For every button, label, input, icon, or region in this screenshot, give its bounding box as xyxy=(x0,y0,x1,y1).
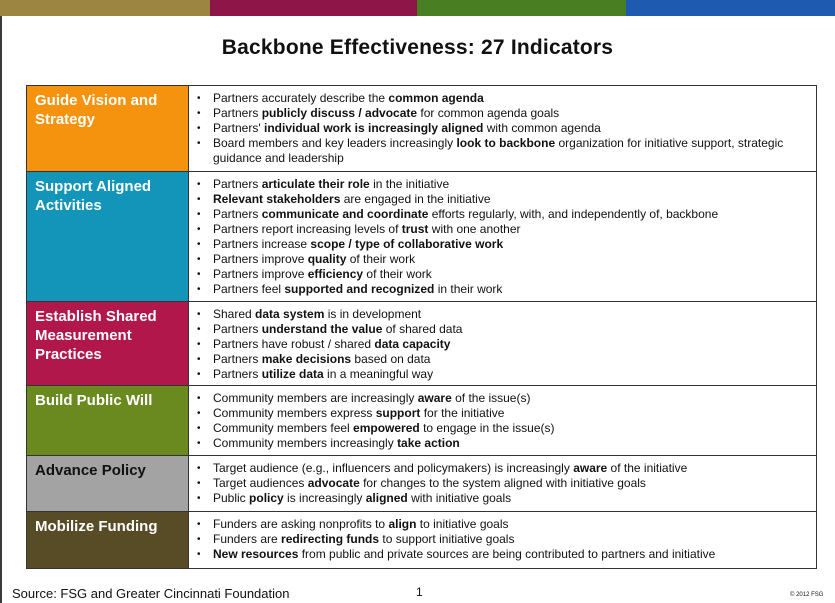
indicator-item xyxy=(213,517,810,532)
table-row xyxy=(27,456,816,512)
indicator-emphasis: empowered xyxy=(353,421,420,435)
indicator-text: is in development xyxy=(324,307,422,321)
indicator-emphasis: common agenda xyxy=(388,91,484,105)
table-row xyxy=(27,86,816,172)
indicator-text: Target audiences xyxy=(213,476,308,490)
indicator-text: is increasingly xyxy=(283,491,366,505)
indicator-text: Partners have robust / shared xyxy=(213,337,375,351)
indicator-emphasis: quality xyxy=(307,252,347,266)
header-color-segment xyxy=(626,0,835,16)
indicator-text: Community members are increasingly xyxy=(213,391,418,405)
table-row xyxy=(27,512,816,568)
table-row xyxy=(27,302,816,386)
indicator-text: with common agenda xyxy=(483,121,601,135)
header-color-segment xyxy=(210,0,417,16)
table-row xyxy=(27,172,816,302)
source-note: Source: FSG and Greater Cincinnati Foundation xyxy=(12,586,290,601)
indicator-emphasis: publicly discuss / advocate xyxy=(261,106,418,120)
indicator-text: from public and private sources are being contributed to partners and initiative xyxy=(298,547,716,561)
indicator-item xyxy=(213,406,810,421)
indicator-text: to initiative goals xyxy=(416,517,509,531)
indicator-text: for the initiative xyxy=(420,406,505,420)
indicator-emphasis: trust xyxy=(401,222,429,236)
indicator-item xyxy=(213,352,810,367)
indicator-item xyxy=(213,192,810,207)
indicator-emphasis: aware xyxy=(573,461,608,475)
row-category: Guide Vision and Strategy xyxy=(27,86,189,171)
indicator-text: Shared xyxy=(213,307,256,321)
indicator-text: Funders are asking nonprofits to xyxy=(213,517,389,531)
indicator-list xyxy=(189,512,816,568)
indicator-text: Partners report increasing levels of xyxy=(213,222,402,236)
indicator-text: based on data xyxy=(351,352,431,366)
indicator-text: Funders are xyxy=(213,532,282,546)
indicator-text: Board members and key leaders increasingly xyxy=(213,136,457,150)
indicator-text: are engaged in the initiative xyxy=(340,192,491,206)
indicator-text: Community members express xyxy=(213,406,376,420)
indicator-list xyxy=(189,172,816,301)
indicator-text: Partners xyxy=(213,322,262,336)
indicator-emphasis: Relevant stakeholders xyxy=(213,192,341,206)
indicator-item xyxy=(213,237,810,252)
indicator-text: in the initiative xyxy=(369,177,450,191)
table-row xyxy=(27,386,816,456)
row-category: Build Public Will xyxy=(27,386,189,455)
indicator-text: Community members increasingly xyxy=(213,436,398,450)
indicator-text: Partners xyxy=(213,352,262,366)
indicator-item xyxy=(213,436,810,451)
indicator-text: with one another xyxy=(428,222,521,236)
indicator-text: of the issue(s) xyxy=(451,391,531,405)
page-number: 1 xyxy=(416,585,423,599)
indicator-text: of their work xyxy=(346,252,416,266)
indicator-emphasis: aligned xyxy=(365,491,408,505)
indicator-emphasis: advocate xyxy=(307,476,360,490)
indicator-item xyxy=(213,547,810,562)
indicator-emphasis: supported and recognized xyxy=(284,282,435,296)
row-category: Support Aligned Activities xyxy=(27,172,189,301)
indicator-text: organization for initiative support, strategic guidance and leadership xyxy=(213,136,784,165)
indicator-text: Partners xyxy=(213,367,262,381)
indicator-text: Public xyxy=(213,491,250,505)
indicator-item xyxy=(213,391,810,406)
indicator-emphasis: look to backbone xyxy=(456,136,556,150)
indicator-emphasis: articulate their role xyxy=(261,177,370,191)
indicator-emphasis: efficiency xyxy=(307,267,364,281)
indicator-item xyxy=(213,177,810,192)
indicator-list xyxy=(189,302,816,385)
indicator-emphasis: data capacity xyxy=(374,337,451,351)
indicator-text: in their work xyxy=(434,282,503,296)
indicator-item xyxy=(213,461,810,476)
indicator-emphasis: redirecting funds xyxy=(281,532,380,546)
row-category: Establish Shared Measurement Practices xyxy=(27,302,189,385)
header-color-segment xyxy=(417,0,626,16)
indicator-emphasis: data system xyxy=(255,307,325,321)
indicator-item xyxy=(213,91,810,106)
indicator-text: Partners xyxy=(213,106,262,120)
indicator-text: efforts regularly, with, and independently of, backbone xyxy=(428,207,719,221)
indicator-text: Partners improve xyxy=(213,267,308,281)
indicators-table xyxy=(26,85,817,569)
indicator-item xyxy=(213,367,810,382)
indicator-text: Partners' xyxy=(213,121,264,135)
indicator-emphasis: align xyxy=(388,517,417,531)
indicator-text: Community members feel xyxy=(213,421,354,435)
indicator-text: Partners increase xyxy=(213,237,311,251)
indicator-emphasis: scope / type of collaborative work xyxy=(310,237,504,251)
indicator-item xyxy=(213,282,810,297)
indicator-list xyxy=(189,86,816,171)
indicator-text: Partners accurately describe the xyxy=(213,91,389,105)
copyright-note: © 2012 FSG xyxy=(790,592,824,598)
indicator-text: of shared data xyxy=(382,322,463,336)
indicator-item xyxy=(213,337,810,352)
indicator-text: for changes to the system aligned with initiative goals xyxy=(359,476,646,490)
indicator-text: of the initiative xyxy=(607,461,688,475)
indicator-text: to support initiative goals xyxy=(379,532,515,546)
indicator-emphasis: support xyxy=(375,406,421,420)
indicator-emphasis: policy xyxy=(249,491,284,505)
header-color-segment xyxy=(0,0,210,16)
indicator-item xyxy=(213,421,810,436)
indicator-emphasis: aware xyxy=(417,391,452,405)
indicator-emphasis: take action xyxy=(397,436,460,450)
indicator-text: Partners xyxy=(213,207,262,221)
indicator-item xyxy=(213,121,810,136)
indicator-text: for common agenda goals xyxy=(417,106,560,120)
indicator-item xyxy=(213,476,810,491)
page-title: Backbone Effectiveness: 27 Indicators xyxy=(221,36,614,59)
indicator-text: Partners feel xyxy=(213,282,285,296)
header-color-bar xyxy=(0,0,835,16)
indicator-list xyxy=(189,386,816,455)
indicator-item xyxy=(213,307,810,322)
row-category: Advance Policy xyxy=(27,456,189,511)
row-category: Mobilize Funding xyxy=(27,512,189,568)
indicator-item xyxy=(213,252,810,267)
indicator-item xyxy=(213,267,810,282)
indicator-text: Partners xyxy=(213,177,262,191)
indicator-text: Partners improve xyxy=(213,252,308,266)
indicator-text: Target audience (e.g., influencers and policymakers) is increasingly xyxy=(213,461,574,475)
indicator-emphasis: New resources xyxy=(213,547,299,561)
indicator-emphasis: communicate and coordinate xyxy=(261,207,429,221)
indicator-emphasis: make decisions xyxy=(261,352,352,366)
indicator-text: to engage in the issue(s) xyxy=(419,421,555,435)
indicator-text: with initiative goals xyxy=(407,491,512,505)
indicator-item xyxy=(213,222,810,237)
indicator-item xyxy=(213,136,810,166)
indicator-emphasis: utilize data xyxy=(261,367,324,381)
indicator-emphasis: individual work is increasingly aligned xyxy=(263,121,484,135)
indicator-list xyxy=(189,456,816,511)
indicator-text: in a meaningful way xyxy=(323,367,434,381)
left-border-line xyxy=(0,16,2,603)
indicator-emphasis: understand the value xyxy=(261,322,383,336)
indicator-item xyxy=(213,322,810,337)
indicator-item xyxy=(213,106,810,121)
indicator-item xyxy=(213,207,810,222)
indicator-item xyxy=(213,532,810,547)
indicator-text: of their work xyxy=(363,267,432,281)
indicator-item xyxy=(213,491,810,506)
